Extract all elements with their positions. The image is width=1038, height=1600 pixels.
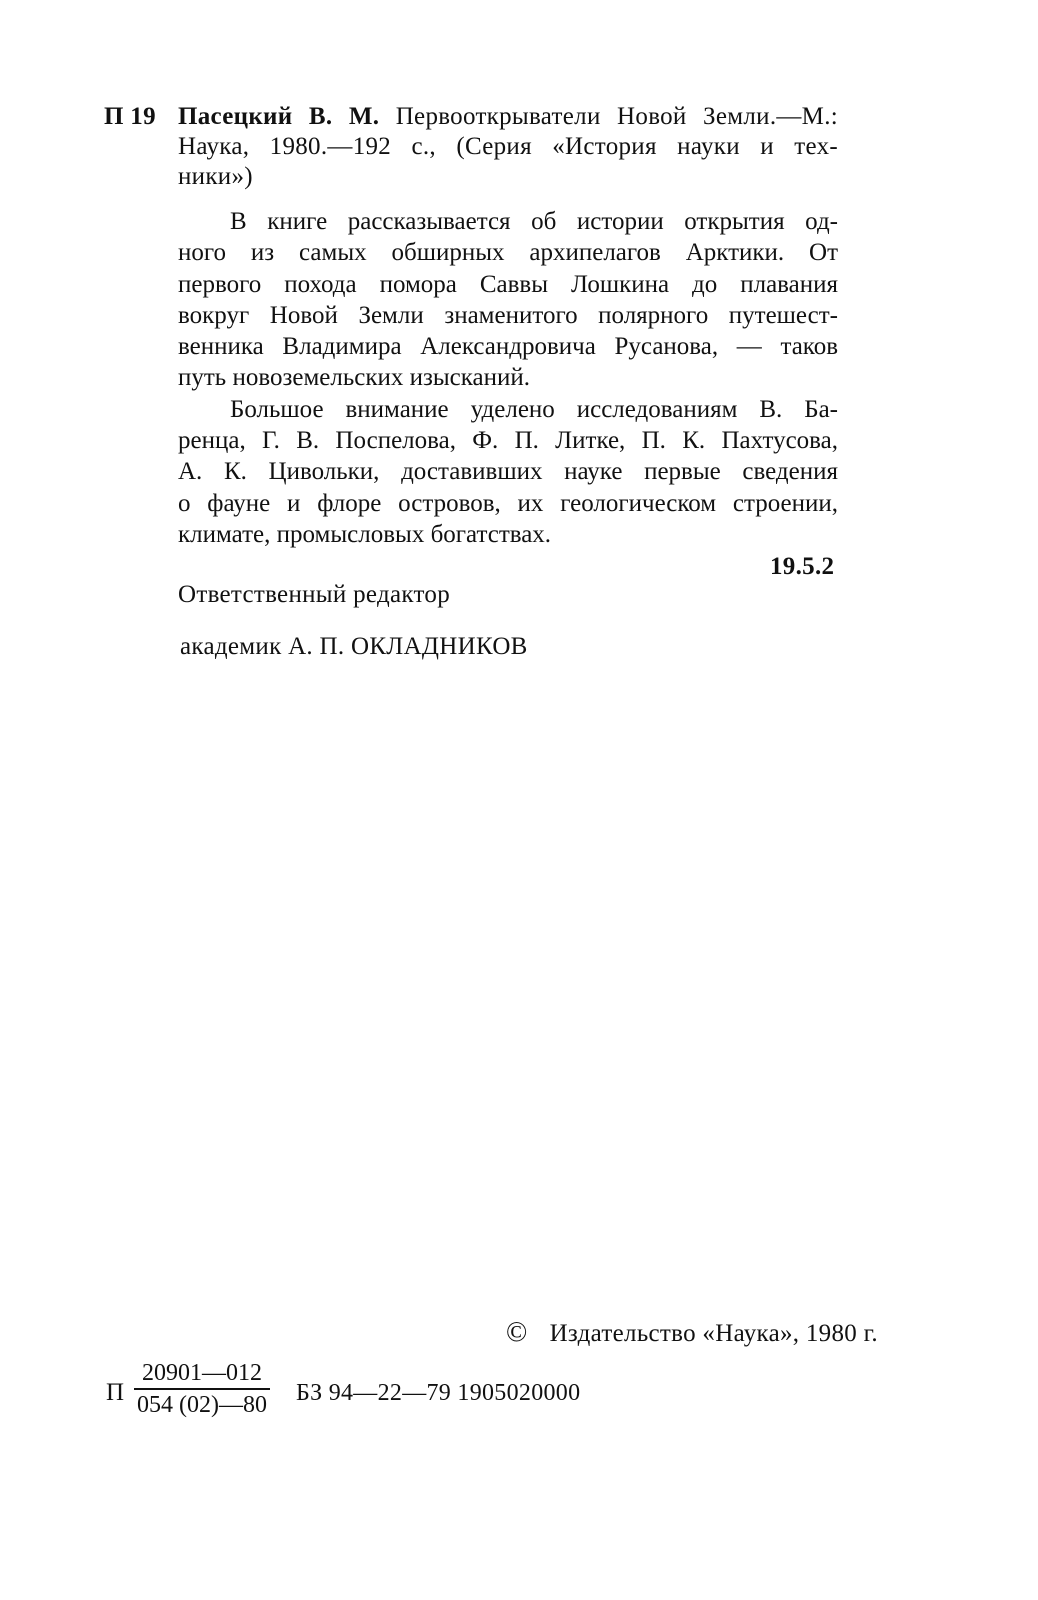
imprint-fraction [132,1358,272,1420]
copyright-text: Издательство «Наука», 1980 г. [549,1320,878,1347]
card-line-2: Наука, 1980.—192 с., (Серия «История науки и тех- [178,133,838,160]
card-line-3: ники») [178,163,253,190]
bibliographic-card [178,102,838,192]
imprint-denominator: 054 (02)—80 [137,1392,267,1418]
copyright-symbol: © [506,1317,528,1348]
abstract-line: В книге рассказывается об истории открытия од- [230,208,838,235]
abstract-line: путь новоземельских изысканий. [178,364,531,392]
card-author: Пасецкий В. М. [178,103,380,130]
imprint-code: БЗ 94—22—79 1905020000 [296,1380,581,1406]
card-line-1-rest: Первооткрыватели Новой Земли.—М.: [379,103,838,130]
editor-label: Ответственный редактор [178,581,451,608]
abstract-line: климате, промысловых богатствах. [178,520,552,548]
card-line-1 [178,102,838,132]
abstract-line: А. К. Цивольки, доставивших науке первые сведения [178,458,838,486]
copyright-line [506,1318,878,1349]
abstract-line: Большое внимание уделено исследованиям В. Ба- [230,395,838,423]
abstract-line: ренца, Г. В. Поспелова, Ф. П. Литке, П. К. Пахтусова, [178,427,838,455]
card-index: П 19 [104,103,156,130]
editor-name: академик А. П. ОКЛАДНИКОВ [180,633,528,660]
imprint-numerator: 20901—012 [142,1360,262,1386]
abstract-line: о фауне и флоре островов, их геологическом строении, [178,489,838,517]
abstract-line: ного из самых обширных архипелагов Арктики. От [178,239,838,267]
abstract-line: первого похода помора Саввы Лошкина до плавания [178,270,838,298]
abstract-line: вокруг Новой Земли знаменитого полярного путешест- [178,301,838,329]
classification-code: 19.5.2 [770,553,835,580]
abstract [178,206,838,550]
imprint-prefix: П [106,1379,125,1406]
abstract-line: венника Владимира Александровича Русанова, — таков [178,333,838,361]
